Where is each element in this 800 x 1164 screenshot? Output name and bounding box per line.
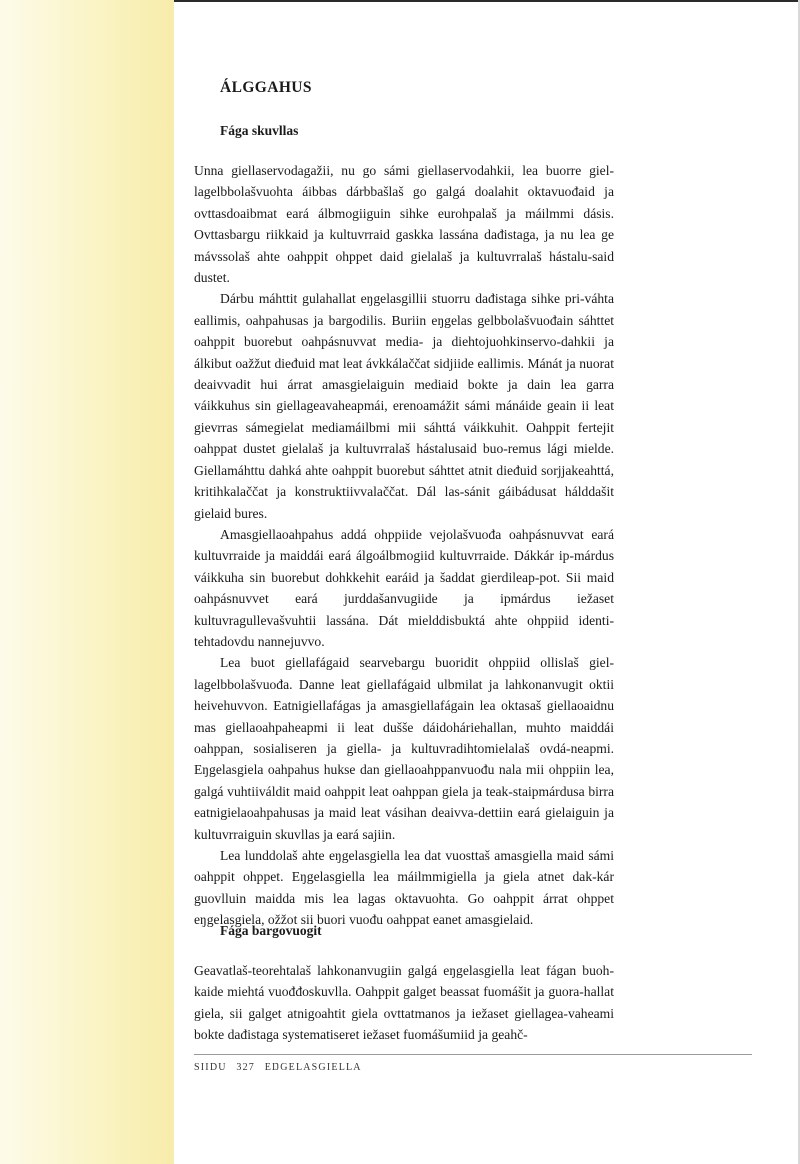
top-edge-rule (174, 0, 800, 2)
section-title-2: Fága bargovuogit (220, 923, 322, 938)
paragraph: Lea lunddolaš ahte eŋgelasgiella lea dat vuosttaš amasgiella maid sámi oahppit ohppet. Eŋgelasgiella lea máilmmigiella ja giela atnet dak-kár guovlluin maidda mis lea lagas oktavuohta. Go oahppit árrat ohppet eŋgelasgiela, ožžot sii buori vuođu oahppat eanet amasgielaid. (194, 848, 614, 928)
footer-label: SIIDU (194, 1062, 227, 1073)
section-1-body (194, 160, 614, 931)
paragraph: Geavatlaš-teorehtalaš lahkonanvugiin galgá eŋgelasgiella leat fágan buoh-kaide miehtá vuođđoskuvlla. Oahppit galget beassat fuomášit ja guora-hallat giela, sii galget atnigoahtit giela ovttatmanos ja iežaset giellagea-vaheami bokte dađistaga systematiseret iežaset fuomášumiid ja geahč- (194, 963, 614, 1043)
page-number: 327 (236, 1062, 255, 1073)
paragraph: Lea buot giellafágaid searvebargu buoridit ohppiid ollislaš giel-lagelbbolašvuođa. Danne leat giellafágaid ulbmilat ja lahkonanvugit oktii heivehuvvon. Eatnigiellafágas ja amasgiellafágain lea oktasaš giellaoaidnu mas giellaoahpaheapmi ii leat dušše dáidoháriehallan, muhto maiddái oahppan, sosialiseren ja giella- ja kultuvradihtomielalaš ovdá-neapmi. Eŋgelasgiela oahpahus hukse dan giellaoahppanvuođu nala mii ohppiin lea, galgá vuhtiiváldit maid oahppit leat oahppan giela ja teak-staipmárdusa birra eatnigielaoahpahusas ja maid leat vásihan deaivva-dettiin eará gielaiguin ja kultuvrraiguin skuvllas ja eará sajiin. (194, 655, 614, 842)
page-footer (194, 1062, 368, 1073)
page-margin-band (0, 0, 174, 1164)
paragraph: Unna giellaservodagažii, nu go sámi giellaservodahkii, lea buorre giel-lagelbbolašvuohta áibbas dárbbašlaš go galgá doalahit oktavuođaid ja ovttasdoaibmat eará álbmogiiguin sihke eurohpalaš ja máilmmi dásis. Ovttasbargu riikkaid ja kultuvrraid gaskka lassána dađistaga, ja nu lea ge mávssolaš ahte oahppit ohppet daid gielalaš ja kultuvrralaš hástalu-said dustet. (194, 163, 614, 286)
chapter-title: ÁLGGAHUS (220, 79, 312, 96)
paragraph: Dárbu máhttit gulahallat eŋgelasgillii stuorru dađistaga sihke pri-váhta eallimis, oahpahusas ja bargodilis. Buriin eŋgelas gelbbolašvuođain sáhttet oahppit buorebut oahpásnuvvat media- ja diehtojuohkinservo-dahkii ja álkibut oažžut dieđuid mat leat ávkkálaččat sidjiide eallimis. Mánát ja nuorat deaivvadit hui árrat amasgielaiguin mediaid bokte ja dain lea garra váikkuhus sin giellageavaheapmái, erenoamážit sámi mánáide geain ii leat gievrras sámegielat mediamáilbmi mii sáhttá váikkuhit. Oahppit fertejit oahppat dustet gielalaš ja kultuvrralaš hástalusaid buo-remus lági mielde. Giellamáhttu dahká ahte oahppit buorebut sáhttet atnit dieđuid sorjjakeahttá, kritihkalaččat ja konstruktiivvalaččat. Dál las-sánit gáibádusat hálddašit gielaid bures. (194, 291, 614, 521)
footer-subject: EŊGELASGIELLA (264, 1062, 362, 1073)
section-2-body (194, 960, 614, 1046)
footer-rule (194, 1054, 752, 1055)
section-title-1: Fága skuvllas (220, 123, 299, 138)
paragraph: Amasgiellaoahpahus addá ohppiide vejolašvuođa oahpásnuvvat eará kultuvrraide ja maiddái eará álgoálbmogiid kultuvrraide. Dákkár ip-márdus váikkuha sin buorebut dohkkehit earáid ja šaddat gierdileap-pot. Sii maid oahpásnuvvet eará jurddašanvugiide ja ipmárdus iežaset kultuvragullevašvuhtii lassána. Dát mielddisbuktá ahte ohppiid identi-tehtadovdu nannejuvvo. (194, 526, 614, 649)
